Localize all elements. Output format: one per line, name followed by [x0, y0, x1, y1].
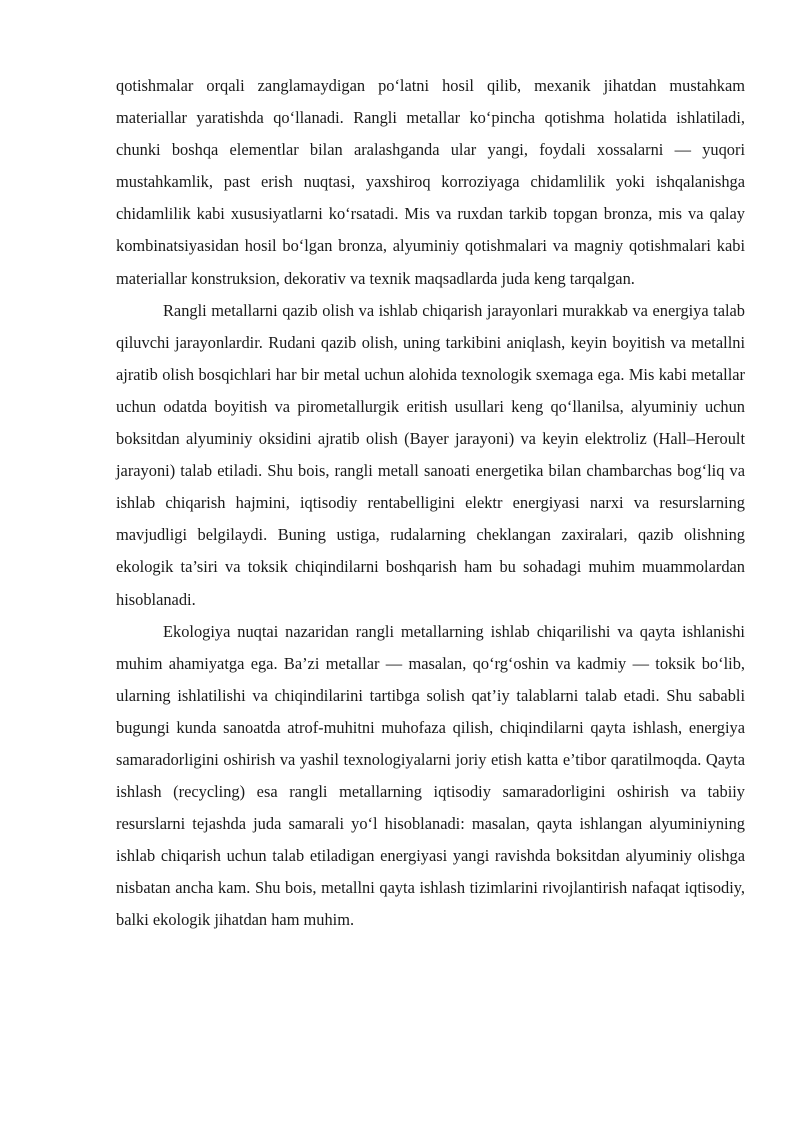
paragraph-alloys: qotishmalar orqali zanglamaydigan po‘latni hosil qilib, mexanik jihatdan mustahkam materiallar yaratishda qo‘llanadi. Rangli metallar ko‘pincha qotishma holatida ishlatiladi, chunki boshqa elementlar bilan aralashganda ular yangi, foydali xossalarni — yuqori mustahkamlik, past erish nuqtasi, yaxshiroq korroziyaga chidamlilik yoki ishqalanishga chidamlilik kabi xususiyatlarni ko‘rsatadi. Mis va ruxdan tarkib topgan bronza, mis va qalay kombinatsiyasidan hosil bo‘lgan bronza, alyuminiy qotishmalari va magniy qotishmalari kabi materiallar konstruksion, dekorativ va texnik maqsadlarda juda keng tarqalgan.: [116, 76, 745, 288]
document-page: [116, 70, 745, 937]
paragraph-extraction: Rangli metallarni qazib olish va ishlab chiqarish jarayonlari murakkab va energiya talab qiluvchi jarayonlardir. Rudani qazib olish, uning tarkibini aniqlash, keyin boyitish va metallni ajratib olish bosqichlari har bir metal uchun alohida texnologik sxemaga ega. Mis kabi metallar uchun odatda boyitish va pirometallurgik eritish usullari keng qo‘llanilsa, alyuminiy uchun boksitdan alyuminiy oksidini ajratib olish (Bayer jarayoni) va keyin elektroliz (Hall–Heroult jarayoni) talab etiladi. Shu bois, rangli metall sanoati energetika bilan chambarchas bog‘liq va ishlab chiqarish hajmini, iqtisodiy rentabelligini elektr energiyasi narxi va resurslarning mavjudligi belgilaydi. Buning ustiga, rudalarning cheklangan zaxiralari, qazib olishning ekologik ta’siri va toksik chiqindilarni boshqarish ham bu sohadagi muhim muammolardan hisoblanadi.: [116, 300, 745, 609]
paragraph-ecology: Ekologiya nuqtai nazaridan rangli metallarning ishlab chiqarilishi va qayta ishlanishi muhim ahamiyatga ega. Ba’zi metallar — masalan, qo‘rg‘oshin va kadmiy — toksik bo‘lib, ularning ishlatilishi va chiqindilarini tartibga solish qat’iy talablarni talab etadi. Shu sababli bugungi kunda sanoatda atrof-muhitni muhofaza qilish, chiqindilarni qayta ishlash, energiya samaradorligini oshirish va yashil texnologiyalarni joriy etish katta e’tibor qaratilmoqda. Qayta ishlash (recycling) esa rangli metallarning iqtisodiy samaradorligini oshirish va tabiiy resurslarni tejashda juda samarali yo‘l hisoblanadi: masalan, qayta ishlangan alyuminiyning ishlab chiqarish uchun talab etiladigan energiyasi yangi ravishda boksitdan alyuminiy olishga nisbatan ancha kam. Shu bois, metallni qayta ishlash tizimlarini rivojlantirish nafaqat iqtisodiy, balki ekologik jihatdan ham muhim.: [116, 621, 745, 930]
